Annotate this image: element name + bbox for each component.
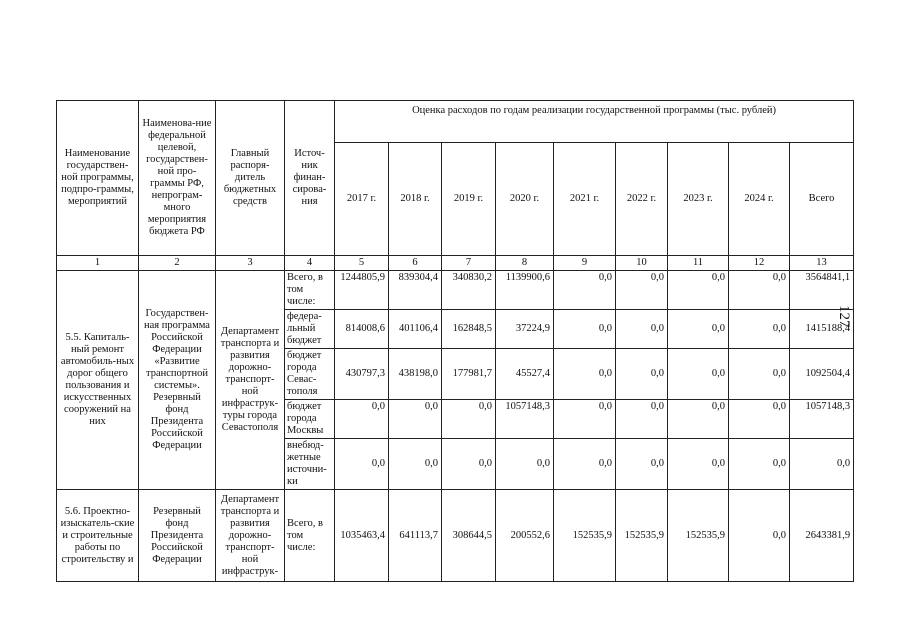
row-value: 0,0 [616, 310, 668, 349]
row-value: 0,0 [389, 400, 442, 439]
row-value: 0,0 [729, 271, 790, 310]
row-value: 0,0 [554, 349, 616, 400]
row-funding-source: бюджет города Москвы [285, 400, 335, 439]
column-number: 12 [729, 256, 790, 271]
header-year: 2021 г. [554, 143, 616, 256]
header-year: 2018 г. [389, 143, 442, 256]
row-value: 37224,9 [496, 310, 554, 349]
row-value: 401106,4 [389, 310, 442, 349]
budget-table [56, 100, 854, 582]
row-value: 152535,9 [554, 490, 616, 582]
row-funding-source: бюджет города Севас-тополя [285, 349, 335, 400]
column-number-row [57, 256, 854, 271]
column-number: 3 [216, 256, 285, 271]
row-value: 0,0 [729, 439, 790, 490]
row-funding-source: Всего, в том числе: [285, 271, 335, 310]
row-value: 0,0 [554, 439, 616, 490]
row-value: 0,0 [668, 349, 729, 400]
row-value: 430797,3 [335, 349, 389, 400]
row-value: 340830,2 [442, 271, 496, 310]
row-value: 1057148,3 [496, 400, 554, 439]
row-program-name: 5.6. Проектно-изыскатель-ские и строительные работы по строительству и [57, 490, 139, 582]
column-number: 5 [335, 256, 389, 271]
row-value: 839304,4 [389, 271, 442, 310]
row-value: 0,0 [335, 400, 389, 439]
row-value: 1035463,4 [335, 490, 389, 582]
row-budget-manager: Департамент транспорта и развития дорожно-транспорт-ной инфраструк-туры города Севастополя [216, 271, 285, 490]
row-value: 0,0 [389, 439, 442, 490]
row-value: 641113,7 [389, 490, 442, 582]
row-budget-manager: Департамент транспорта и развития дорожно-транспорт-ной инфраструк- [216, 490, 285, 582]
row-value: 0,0 [668, 439, 729, 490]
row-value: 200552,6 [496, 490, 554, 582]
row-value: 0,0 [668, 310, 729, 349]
row-total: 1092504,4 [790, 349, 854, 400]
page-number: 127 [836, 305, 852, 328]
row-value: 0,0 [554, 400, 616, 439]
row-total: 2643381,9 [790, 490, 854, 582]
header-federal-program: Наименова-ние федеральной целевой, государствен-ной про-граммы РФ, непрограм-много мероприятия бюджета РФ [139, 101, 216, 256]
row-value: 0,0 [729, 310, 790, 349]
row-funding-source: внебюд-жетные источни-ки [285, 439, 335, 490]
header-total: Всего [790, 143, 854, 256]
column-number: 10 [616, 256, 668, 271]
row-value: 45527,4 [496, 349, 554, 400]
row-value: 0,0 [616, 271, 668, 310]
row-value: 0,0 [554, 271, 616, 310]
column-number: 7 [442, 256, 496, 271]
header-year: 2017 г. [335, 143, 389, 256]
row-value: 0,0 [668, 400, 729, 439]
column-number: 9 [554, 256, 616, 271]
header-row-top [57, 101, 854, 143]
column-number: 11 [668, 256, 729, 271]
column-number: 8 [496, 256, 554, 271]
row-value: 1244805,9 [335, 271, 389, 310]
column-number: 13 [790, 256, 854, 271]
table-row [57, 271, 854, 310]
column-number: 1 [57, 256, 139, 271]
row-value: 0,0 [616, 439, 668, 490]
row-value: 152535,9 [616, 490, 668, 582]
row-total: 3564841,1 [790, 271, 854, 310]
header-budget-manager: Главный распоря-дитель бюджетных средств [216, 101, 285, 256]
row-value: 0,0 [729, 349, 790, 400]
row-total: 1057148,3 [790, 400, 854, 439]
row-value: 0,0 [496, 439, 554, 490]
header-year: 2020 г. [496, 143, 554, 256]
column-number: 4 [285, 256, 335, 271]
header-year: 2019 г. [442, 143, 496, 256]
header-program-name: Наименование государствен-ной программы, подпро-граммы, мероприятий [57, 101, 139, 256]
row-value: 0,0 [554, 310, 616, 349]
row-total: 0,0 [790, 439, 854, 490]
row-funding-source: Всего, в том числе: [285, 490, 335, 582]
header-year: 2024 г. [729, 143, 790, 256]
column-number: 2 [139, 256, 216, 271]
row-value: 438198,0 [389, 349, 442, 400]
row-federal-program: Резервный фонд Президента Российской Федерации [139, 490, 216, 582]
row-funding-source: федера-льный бюджет [285, 310, 335, 349]
header-expense-estimate: Оценка расходов по годам реализации государственной программы (тыс. рублей) [335, 101, 854, 143]
row-federal-program: Государствен-ная программа Российской Федерации «Развитие транспортной системы». Резервный фонд Президента Российской Федерации [139, 271, 216, 490]
row-total: 1415188,4 [790, 310, 854, 349]
column-number: 6 [389, 256, 442, 271]
header-year: 2023 г. [668, 143, 729, 256]
row-value: 0,0 [335, 439, 389, 490]
row-value: 0,0 [616, 400, 668, 439]
header-year: 2022 г. [616, 143, 668, 256]
row-value: 177981,7 [442, 349, 496, 400]
row-value: 162848,5 [442, 310, 496, 349]
row-value: 0,0 [729, 400, 790, 439]
row-value: 0,0 [616, 349, 668, 400]
row-value: 814008,6 [335, 310, 389, 349]
row-value: 1139900,6 [496, 271, 554, 310]
table-row [57, 490, 854, 582]
row-value: 0,0 [668, 271, 729, 310]
row-value: 308644,5 [442, 490, 496, 582]
row-value: 0,0 [442, 439, 496, 490]
row-program-name: 5.5. Капиталь-ный ремонт автомобиль-ных дорог общего пользования и искусственных сооружений на них [57, 271, 139, 490]
header-funding-source: Источ-ник финан-сирова-ния [285, 101, 335, 256]
row-value: 152535,9 [668, 490, 729, 582]
row-value: 0,0 [729, 490, 790, 582]
row-value: 0,0 [442, 400, 496, 439]
